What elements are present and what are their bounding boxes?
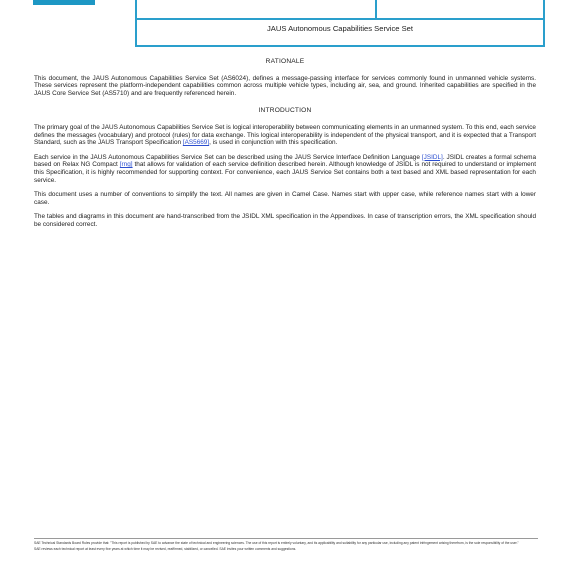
intro-paragraph-4: The tables and diagrams in this document are hand-transcribed from the JSIDL XML specification in the Appendixes. In case of transcription errors, the XML specification should be considered correct. [34, 213, 536, 228]
intro-p1-text: The primary goal of the JAUS Autonomous Capabilities Service Set is logical interoperability between communicating elements in an unmanned system. To this end, each service defines the messages (vocabulary) and protocol (rules) for data exchange. This logical interoperability is independent of the physical transport, and it is expected that a Transport Standard, such as the JAUS Transport Specification [34, 123, 536, 147]
rationale-heading: RATIONALE [265, 58, 305, 65]
intro-p2-text-mid: . JSIDL creates a formal schema based on Relax NG Compact [34, 153, 536, 169]
document-body [34, 58, 536, 236]
footer-notice-2: SAE reviews each technical report at least every five years at which time it may be revised, reaffirmed, stabilized, or cancelled. SAE invites your written comments and suggestions. [34, 547, 297, 552]
intro-p2-text-end: that allows for validation of each service definition described herein. Although knowledge of JSIDL is not required to understand or implement this Specification, it is highly recommended for supporting context. For convenience, each JAUS Service Set contains both a text based and XML based representation for each service. [34, 161, 537, 184]
header-divider [375, 0, 377, 18]
intro-p1-text-end: , is used in conjunction with this specification. [209, 139, 338, 147]
jsidl-link[interactable]: [JSIDL] [421, 153, 443, 161]
publisher-logo-strip [33, 0, 95, 5]
as5669-link[interactable]: [AS5669] [182, 139, 210, 147]
document-header-box [135, 0, 545, 47]
header-top-row [137, 0, 543, 20]
intro-paragraph-3: This document uses a number of conventions to simplify the text. All names are given in Camel Case. Names start with upper case, while reference names start with a lower case. [34, 191, 536, 206]
intro-paragraph-2 [34, 154, 536, 184]
intro-p2-text: Each service in the JAUS Autonomous Capabilities Service Set can be described using the JAUS Service Interface Definition Language [34, 153, 422, 161]
legal-footer [34, 538, 538, 553]
rng-link[interactable]: [rng] [119, 161, 133, 169]
document-title: JAUS Autonomous Capabilities Service Set [266, 24, 414, 33]
introduction-heading: INTRODUCTION [258, 107, 312, 115]
footer-notice-1: SAE Technical Standards Board Rules provide that: "This report is published by SAE to advance the state of technical and engineering sciences. The use of this report is entirely voluntary, and its applicability and suitability for any particular use, including any patent infringement arising therefrom, is the sole responsibility of the user." [34, 541, 519, 545]
intro-paragraph-1 [34, 124, 536, 147]
rationale-paragraph: This document, the JAUS Autonomous Capabilities Service Set (AS6024), defines a message-passing interface for services commonly found in unmanned vehicle systems. These services represent the platform-independent capabilities common across multiple vehicle types, including air, sea, and ground. Inherited capabilities are specified in the JAUS Core Service Set (AS5710) and are frequently referenced herein. [34, 74, 536, 97]
